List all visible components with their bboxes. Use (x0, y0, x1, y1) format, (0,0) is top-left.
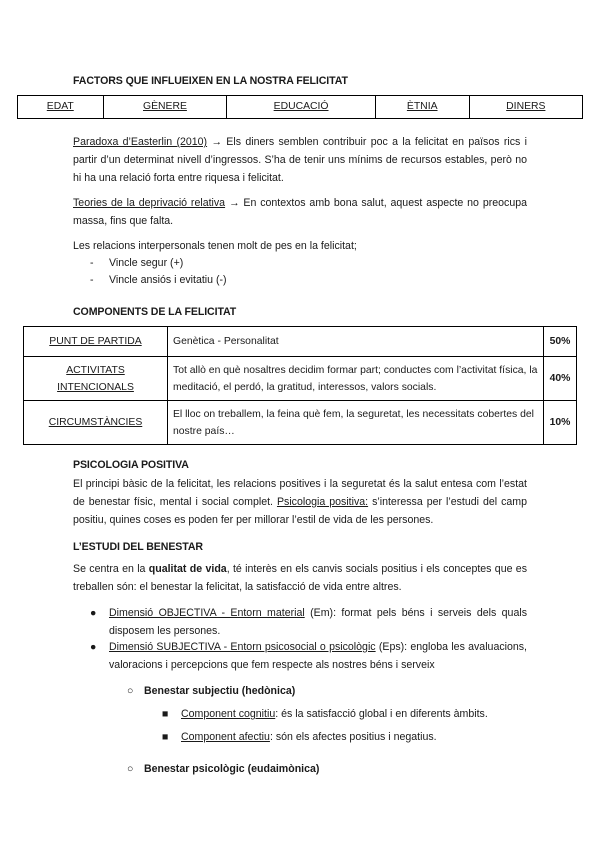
dimension-text: (Em): format pels béns i serveis dels quals disposem les persones. (109, 607, 527, 637)
bullet-marker: ● (90, 641, 97, 653)
factor-cell: EDUCACIÓ (227, 96, 375, 119)
factors-table (17, 95, 583, 119)
positive-psychology-paragraph (73, 475, 527, 529)
component-text: : són els afectes positius i negatius. (269, 731, 437, 743)
table-row (24, 357, 577, 401)
dimension-text: (Eps): engloba les avaluacions, valoracions i percepcions que fem respecte als nostres béns i serveix (109, 641, 528, 671)
dash-list-item (90, 254, 183, 272)
bullet-marker: ● (90, 607, 97, 619)
wellbeing-intro-a: Se centra en la (73, 563, 149, 575)
dash-marker: - (90, 274, 94, 286)
deprivation-term: Teories de la deprivació relativa (73, 197, 226, 209)
component-label: CIRCUMSTÀNCIES (24, 401, 168, 445)
components-heading: COMPONENTS DE LA FELICITAT (73, 306, 237, 318)
dash-marker: - (90, 257, 94, 269)
dimension-item (90, 604, 527, 640)
component-text: : és la satisfacció global i en diferents àmbits. (275, 708, 488, 720)
deprivation-paragraph (73, 194, 527, 230)
positive-psychology-term: Psicologia positiva: (276, 496, 369, 508)
component-description: Tot allò en què nosaltres decidim formar part; conductes com l’activitat física, la meditació, el perdó, la gratitud, interessos, valors socials. (168, 357, 544, 401)
wellbeing-intro-bold: qualitat de vida (148, 563, 227, 575)
psychological-wellbeing-item (127, 760, 319, 778)
circle-marker: ○ (127, 763, 134, 775)
positive-psychology-text-a: El principi bàsic de la felicitat, les relacions positives i la seguretat és la salut entesa com l’estat de benestar físic, mental i social complet. (73, 478, 527, 508)
relations-paragraph: Les relacions interpersonals tenen molt de pes en la felicitat; (73, 240, 357, 252)
positive-psychology-heading: PSICOLOGIA POSITIVA (73, 459, 189, 471)
factors-heading: FACTORS QUE INFLUEIXEN EN LA NOSTRA FELICITAT (73, 75, 348, 87)
easterlin-paragraph (73, 133, 527, 187)
factor-cell: ÈTNIA (375, 96, 469, 119)
dash-item-text: Vincle segur (+) (109, 257, 184, 269)
component-term: Component cognitiu (181, 708, 276, 720)
component-percent: 10% (544, 401, 577, 445)
components-table (23, 326, 577, 445)
dimension-item (90, 638, 527, 674)
component-percent: 40% (544, 357, 577, 401)
dash-item-text: Vincle ansiós i evitatiu (-) (109, 274, 227, 286)
factor-cell: EDAT (18, 96, 104, 119)
subjective-wellbeing-label: Benestar subjectiu (hedònica) (144, 685, 296, 697)
component-item (162, 728, 437, 746)
component-description: Genètica - Personalitat (168, 327, 544, 357)
wellbeing-intro (73, 560, 527, 596)
component-percent: 50% (544, 327, 577, 357)
wellbeing-intro-b: , té interès en els canvis socials positius i els conceptes que es treballen són: el benestar la felicitat, la satisfacció de vida entre altres. (73, 563, 527, 593)
square-marker: ■ (162, 731, 169, 743)
positive-psychology-text-b: s’interessa per l’estudi del camp positiu, quines coses es poden fer per millorar l’estil de vida de les persones. (73, 496, 528, 526)
component-label: ACTIVITATS INTENCIONALS (24, 357, 168, 401)
factor-cell: DINERS (469, 96, 582, 119)
component-label: PUNT DE PARTIDA (24, 327, 168, 357)
easterlin-text: → Els diners semblen contribuir poc a la felicitat en països rics i partir d’un determinat nivell d’ingressos. S’ha de tenir uns mínims de recursos estables, però no hi ha una relació forta entre riquesa i felicitat. (73, 136, 527, 184)
deprivation-text: → En contextos amb bona salut, aquest aspecte no preocupa massa, fins que falta. (73, 197, 527, 227)
table-row (24, 327, 577, 357)
subjective-wellbeing-item (127, 682, 295, 700)
component-term: Component afectiu (181, 731, 270, 743)
dimension-term: Dimensió SUBJECTIVA - Entorn psicosocial o psicològic (109, 641, 376, 653)
component-item (162, 705, 488, 723)
table-row (24, 401, 577, 445)
easterlin-term: Paradoxa d’Easterlin (2010) (73, 136, 208, 148)
wellbeing-heading: L’ESTUDI DEL BENESTAR (73, 541, 203, 553)
factor-cell: GÈNERE (103, 96, 227, 119)
psychological-wellbeing-label: Benestar psicològic (eudaimònica) (144, 763, 320, 775)
component-description: El lloc on treballem, la feina què fem, la seguretat, les necessitats cobertes del nostre país… (168, 401, 544, 445)
dash-list-item (90, 271, 227, 289)
dimension-term: Dimensió OBJECTIVA - Entorn material (109, 607, 305, 619)
circle-marker: ○ (127, 685, 134, 697)
square-marker: ■ (162, 708, 169, 720)
